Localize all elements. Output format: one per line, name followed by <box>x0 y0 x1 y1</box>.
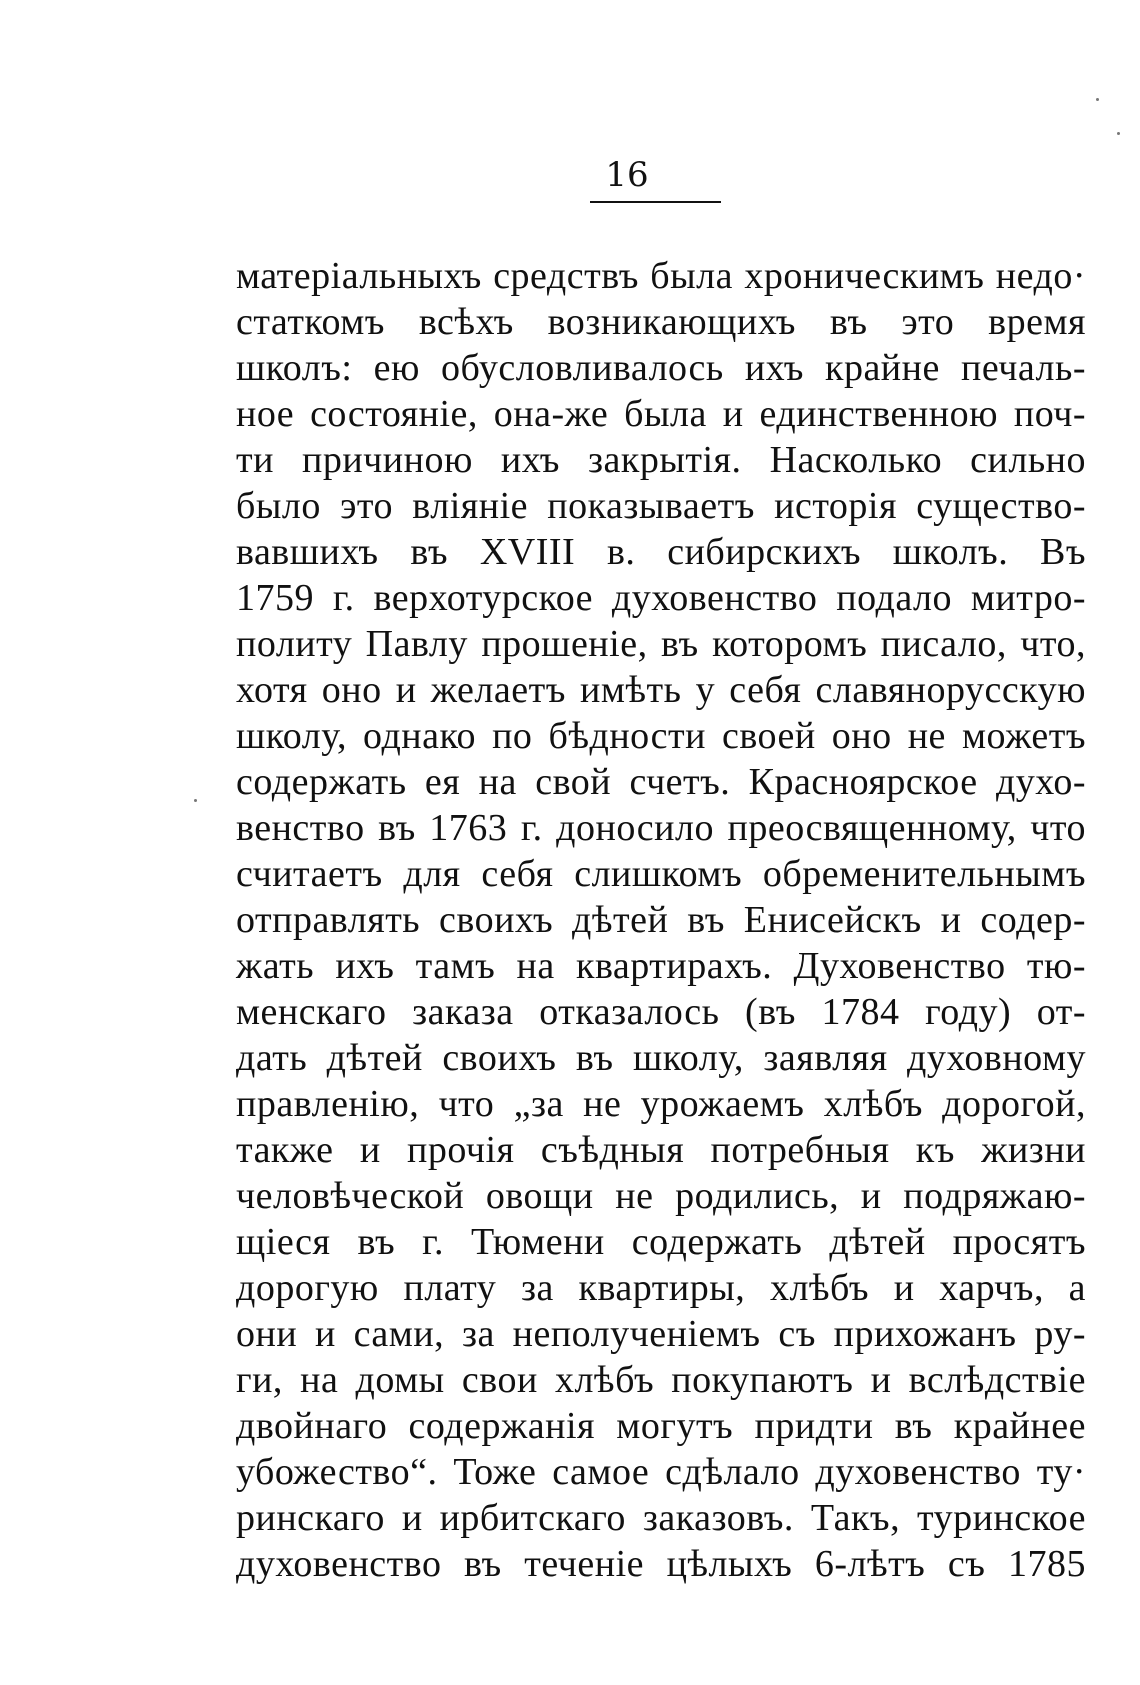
page-number-rule <box>590 201 721 203</box>
text-line: дать дѣтей своихъ въ школу, заявляя духовному <box>236 1037 1086 1079</box>
body-text <box>236 253 1086 1587</box>
text-line: ринскаго и ирбитскаго заказовъ. Такъ, туринское <box>236 1497 1086 1539</box>
text-line: двойнаго содержанія могутъ придти въ крайнее <box>236 1405 1086 1447</box>
text-line: также и прочія съѣдныя потребныя къ жизни <box>236 1129 1086 1171</box>
text-line: ное состояніе, она-же была и единственною поч- <box>236 393 1086 435</box>
text-line: 1759 г. верхотурское духовенство подало митро- <box>236 577 1086 619</box>
text-line: содержать ея на свой счетъ. Красноярское духо- <box>236 761 1086 803</box>
page-number: 16 <box>605 155 649 195</box>
text-line: школу, однако по бѣдности своей оно не можетъ <box>236 715 1086 757</box>
text-line: менскаго заказа отказалось (въ 1784 году) от- <box>236 991 1086 1033</box>
text-line: статкомъ всѣхъ возникающихъ въ это время <box>236 301 1086 343</box>
text-line: считаетъ для себя слишкомъ обременительнымъ <box>236 853 1086 895</box>
text-line: ги, на домы свои хлѣбъ покупаютъ и вслѣдствіе <box>236 1359 1086 1401</box>
text-line: матеріальныхъ средствъ была хроническимъ недо· <box>236 255 1086 297</box>
text-line: они и сами, за неполученіемъ съ прихожанъ ру- <box>236 1313 1086 1355</box>
text-line: школъ: ею обусловливалось ихъ крайне печаль- <box>236 347 1086 389</box>
text-line: ти причиною ихъ закрытія. Насколько сильно <box>236 439 1086 481</box>
text-line: было это вліяніе показываетъ исторія существо- <box>236 485 1086 527</box>
text-line: человѣческой овощи не родились, и подряжаю- <box>236 1175 1086 1217</box>
paper-speck <box>1096 98 1099 101</box>
text-line: жать ихъ тамъ на квартирахъ. Духовенство тю- <box>236 945 1086 987</box>
text-line: щіеся въ г. Тюмени содержать дѣтей просятъ <box>236 1221 1086 1263</box>
text-line: духовенство въ теченіе цѣлыхъ 6-лѣтъ съ 1785 <box>236 1543 1086 1585</box>
text-line: убожество“. Тоже самое сдѣлало духовенство ту· <box>236 1451 1086 1493</box>
text-line: правленію, что „за не урожаемъ хлѣбъ дорогой, <box>236 1083 1086 1125</box>
text-line: венство въ 1763 г. доносило преосвященному, что <box>236 807 1086 849</box>
text-line: хотя оно и желаетъ имѣть у себя славянорусскую <box>236 669 1086 711</box>
text-line: дорогую плату за квартиры, хлѣбъ и харчъ, а <box>236 1267 1086 1309</box>
text-line: политу Павлу прошеніе, въ которомъ писало, что, <box>236 623 1086 665</box>
paper-speck <box>1117 132 1120 135</box>
text-line: вавшихъ въ XVIII в. сибирскихъ школъ. Въ <box>236 531 1086 573</box>
text-line: отправлять своихъ дѣтей въ Енисейскъ и содер- <box>236 899 1086 941</box>
paper-speck <box>194 799 197 802</box>
